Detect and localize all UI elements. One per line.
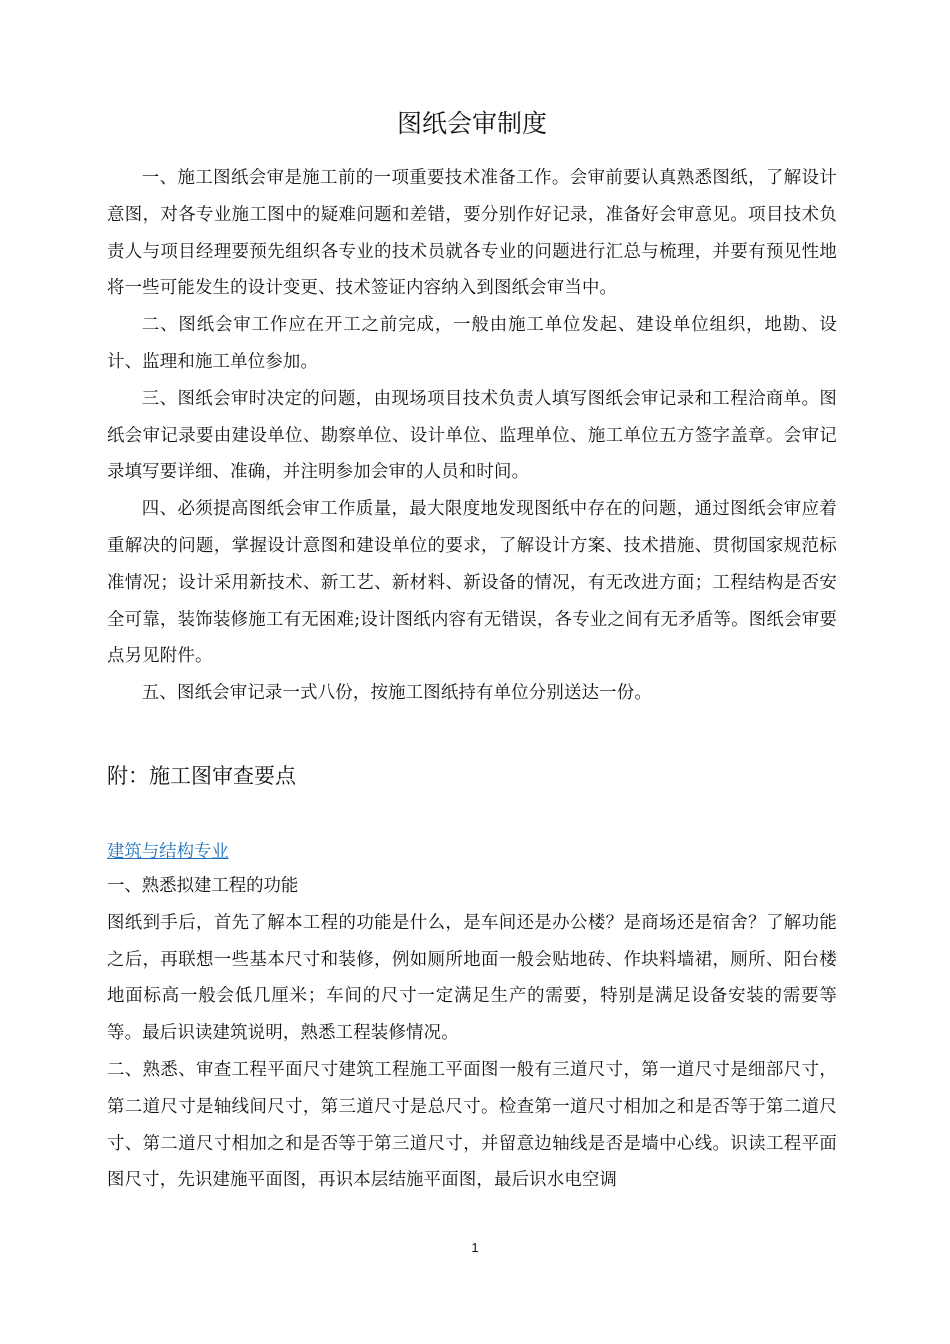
page-number: 1: [471, 1240, 479, 1255]
paragraph-5: 五、图纸会审记录一式八份，按施工图纸持有单位分别送达一份。: [141, 683, 652, 704]
appendix-heading: 附：施工图审查要点: [107, 763, 296, 788]
paragraph-1: 一、施工图纸会审是施工前的一项重要技术准备工作。会审前要认真熟悉图纸，了解设计意图，对各专业施工图中的疑难问题和差错，要分别作好记录，准备好会审意见。项目技术负责人与项目经理要预先组织各专业的技术员就各专业的问题进行汇总与梳理，并要有预见性地将一些可能发生的设计变更、技术签证内容纳入到图纸会审当中。: [107, 168, 837, 299]
subsection-1-body: 图纸到手后，首先了解本工程的功能是什么，是车间还是办公楼？是商场还是宿舍？了解功能之后，再联想一些基本尺寸和装修，例如厕所地面一般会贴地砖、作块料墙裙，厕所、阳台楼地面标高一般会低几厘米；车间的尺寸一定满足生产的需要，特别是满足设备安装的需要等等。最后识读建筑说明，熟悉工程装修情况。: [107, 912, 837, 1044]
section-link-architecture-structure[interactable]: 建筑与结构专业: [107, 841, 229, 862]
subsection-2-body: 二、熟悉、审查工程平面尺寸建筑工程施工平面图一般有三道尺寸，第一道尺寸是细部尺寸，第二道尺寸是轴线间尺寸，第三道尺寸是总尺寸。检查第一道尺寸相加之和是否等于第二道尺寸、第二道尺寸相加之和是否等于第三道尺寸，并留意边轴线是否是墙中心线。识读工程平面图尺寸，先识建施平面图，再识本层结施平面图，最后识水电空调: [107, 1059, 837, 1191]
paragraph-2: 二、图纸会审工作应在开工之前完成，一般由施工单位发起、建设单位组织，地勘、设计、监理和施工单位参加。: [107, 315, 837, 372]
paragraph-4: 四、必须提高图纸会审工作质量，最大限度地发现图纸中存在的问题，通过图纸会审应着重解决的问题，掌握设计意图和建设单位的要求，了解设计方案、技术措施、贯彻国家规范标准情况；设计采用新技术、新工艺、新材料、新设备的情况，有无改进方面；工程结构是否安全可靠，装饰装修施工有无困难;设计图纸内容有无错误，各专业之间有无矛盾等。图纸会审要点另见附件。: [107, 499, 837, 667]
paragraph-3: 三、图纸会审时决定的问题，由现场项目技术负责人填写图纸会审记录和工程洽商单。图纸会审记录要由建设单位、勘察单位、设计单位、监理单位、施工单位五方签字盖章。会审记录填写要详细、准确，并注明参加会审的人员和时间。: [107, 388, 837, 483]
document-content: [107, 104, 837, 1199]
document-title: 图纸会审制度: [396, 109, 547, 138]
subsection-1-title: 一、熟悉拟建工程的功能: [107, 875, 299, 896]
